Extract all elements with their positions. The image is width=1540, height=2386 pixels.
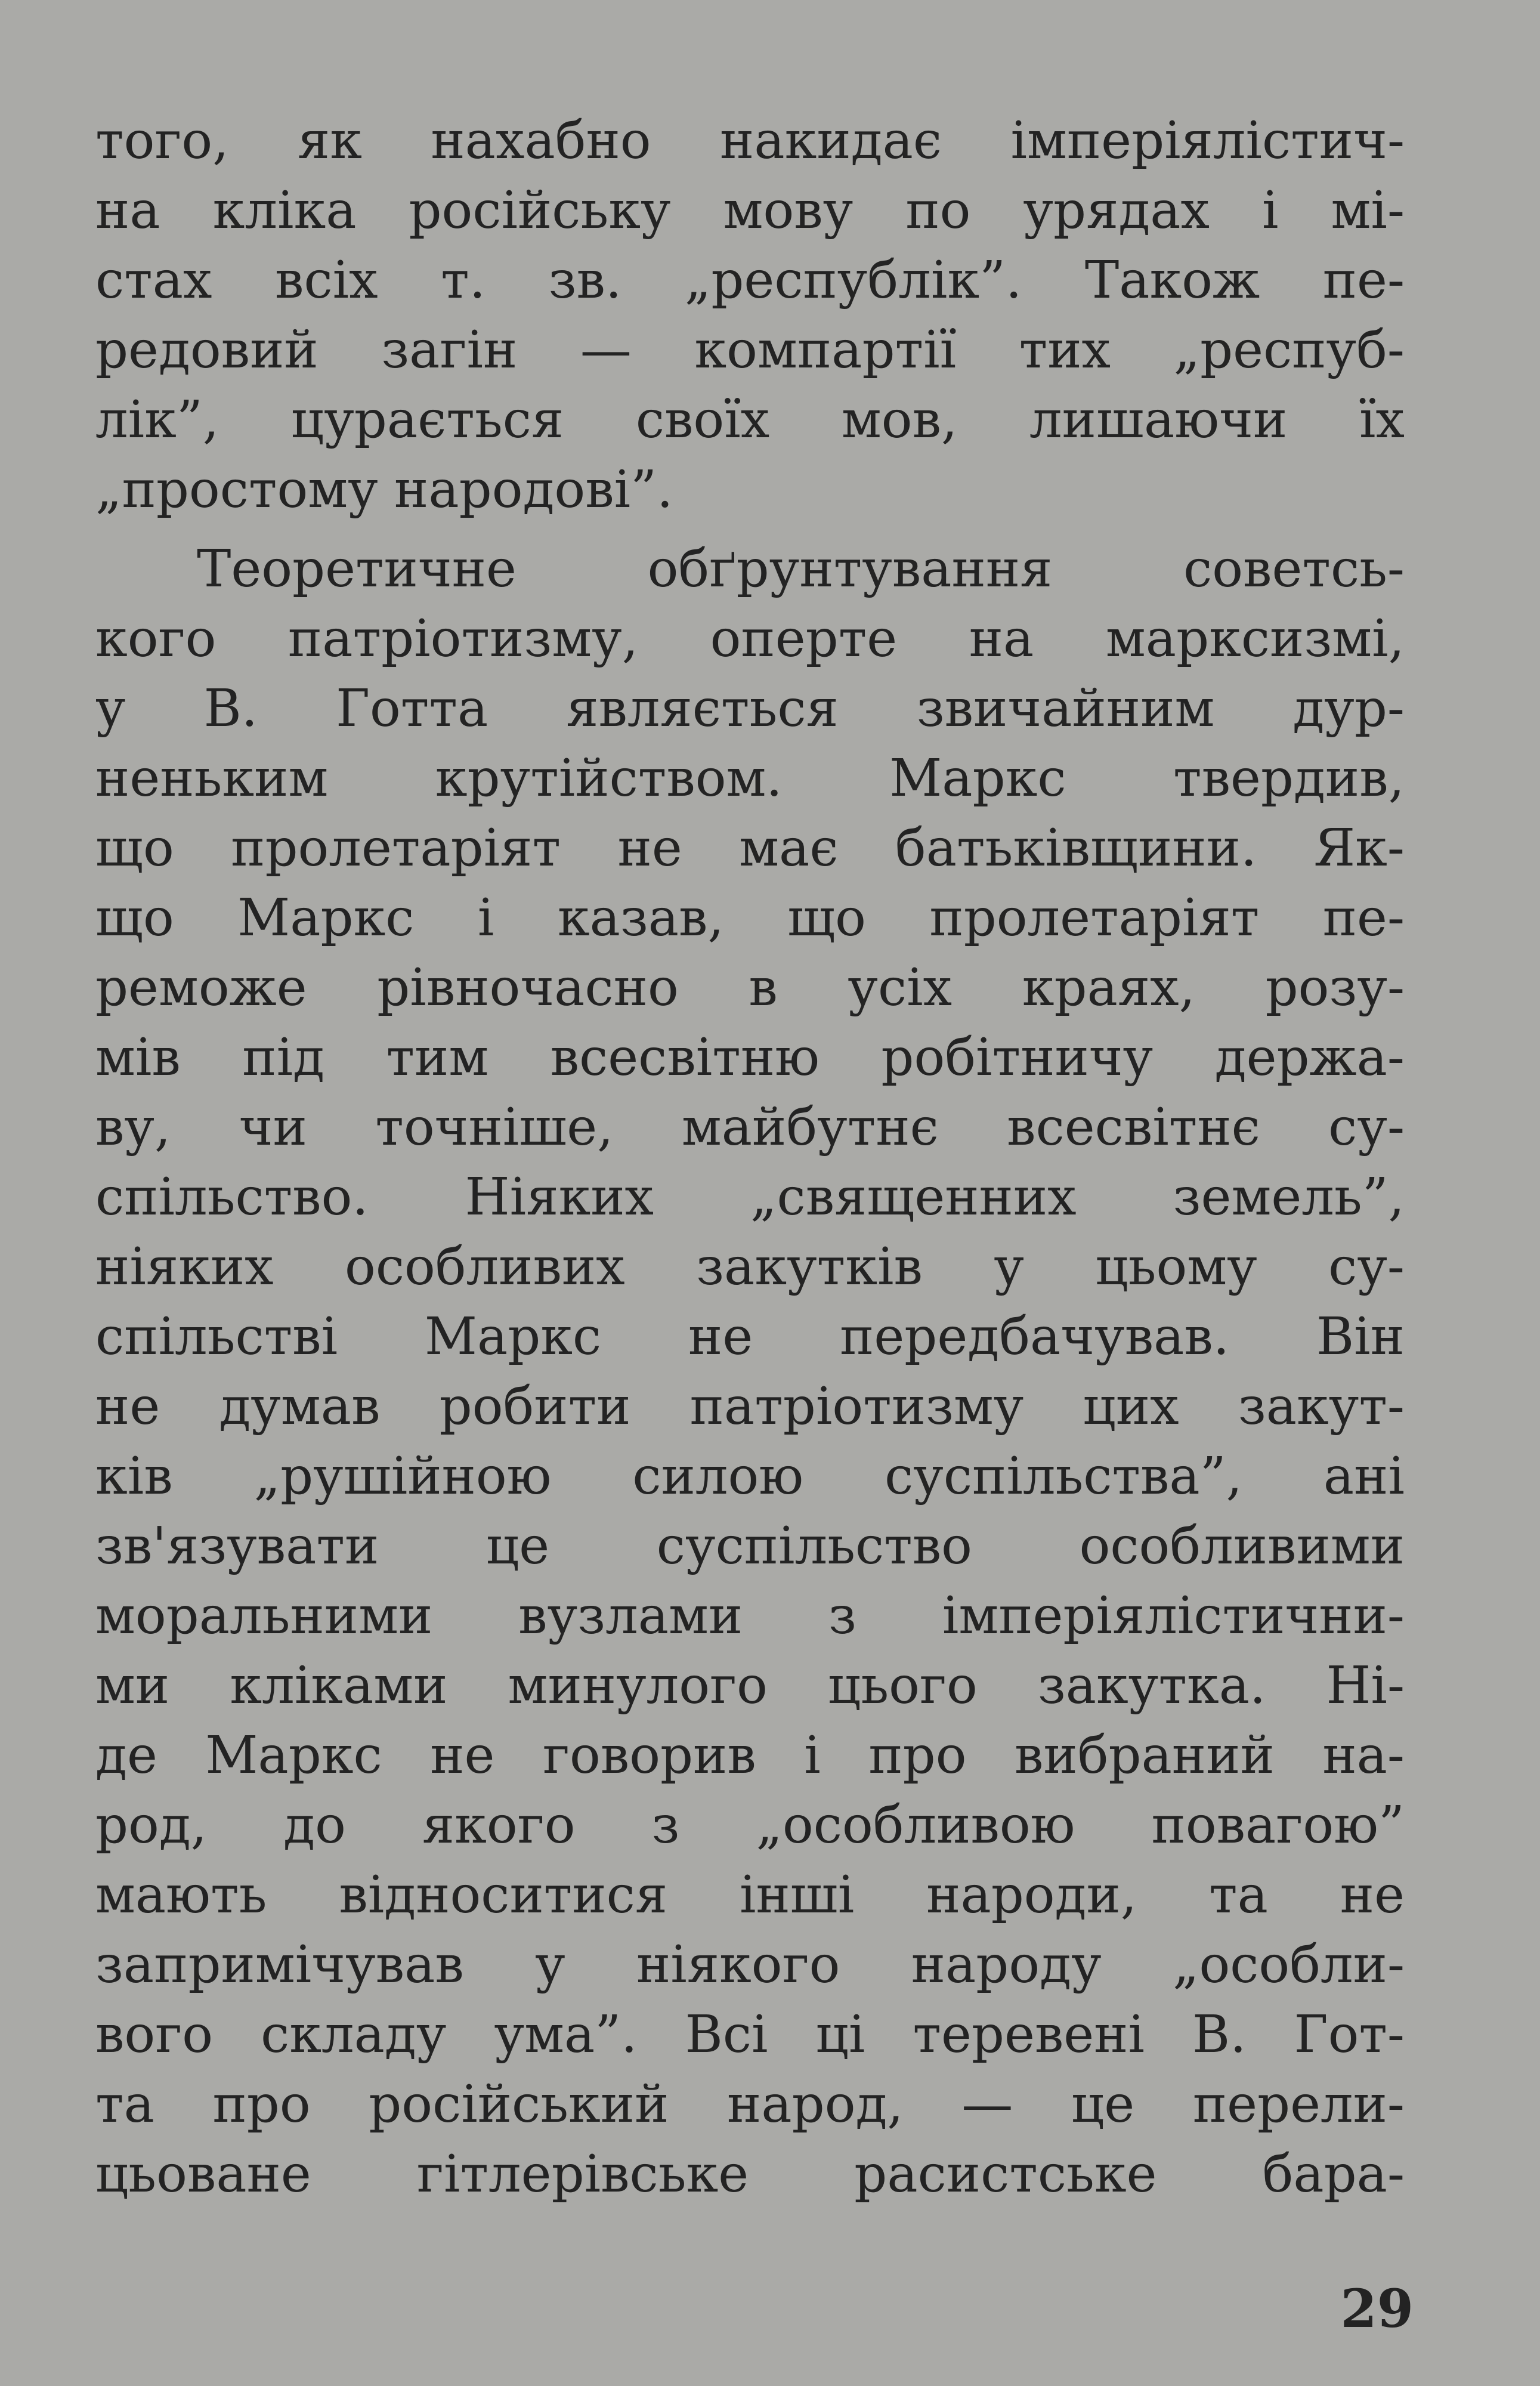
text-line: вого складу ума”. Всі ці теревені В. Гот- — [95, 2005, 1405, 2064]
text-line: спільстві Маркс не передбачував. Він — [95, 1307, 1405, 1367]
text-line: Теоретичне обґрунтування советсь- — [197, 539, 1405, 599]
text-line: лік”, цурається своїх мов, лишаючи їх — [95, 390, 1405, 450]
page-number: 29 — [1340, 2277, 1414, 2339]
text-line: „простому народові”. — [95, 460, 673, 520]
text-line: ми кліками минулого цього закутка. Ні- — [95, 1656, 1405, 1716]
text-line: не думав робити патріотизму цих закут- — [95, 1377, 1405, 1436]
paragraph-gap — [95, 525, 1405, 534]
text-line: у В. Готта являється звичайним дур- — [95, 679, 1405, 738]
text-line: спільство. Ніяких „священних земель”, — [95, 1167, 1405, 1227]
text-line: на кліка російську мову по урядах і мі- — [95, 181, 1405, 240]
text-line: того, як нахабно накидає імперіялістич- — [95, 111, 1405, 171]
text-line: мають відноситися інші народи, та не — [95, 1865, 1405, 1925]
text-line: де Маркс не говорив і про вибраний на- — [95, 1726, 1405, 1785]
text-line: зв'язувати це суспільство особливими — [95, 1516, 1405, 1576]
text-line: ву, чи точніше, майбутнє всесвітнє су- — [95, 1098, 1405, 1157]
text-line: стах всіх т. зв. „республік”. Також пе- — [95, 251, 1405, 310]
text-line: ніяких особливих закутків у цьому су- — [95, 1237, 1405, 1297]
paragraph-1 — [95, 106, 1405, 525]
text-line: ків „рушійною силою суспільства”, ані — [95, 1447, 1405, 1506]
text-line: моральними вузлами з імперіялістични- — [95, 1586, 1405, 1646]
text-line: що Маркс і казав, що пролетаріят пе- — [95, 888, 1405, 948]
text-line: запримічував у ніякого народу „особли- — [95, 1935, 1405, 1995]
text-line: що пролетаріят не має батьківщини. Як- — [95, 818, 1405, 878]
text-line: реможе рівночасно в усіх краях, розу- — [95, 958, 1405, 1018]
text-line: неньким крутійством. Маркс твердив, — [95, 749, 1405, 808]
text-line: род, до якого з „особливою повагою” — [95, 1795, 1405, 1855]
text-line: та про російський народ, — це перели- — [95, 2075, 1405, 2134]
paragraph-2 — [95, 534, 1405, 2209]
text-line: кого патріотизму, оперте на марксизмі, — [95, 609, 1405, 669]
text-line: редовий загін — компартії тих „респуб- — [95, 320, 1405, 380]
text-line: мів під тим всесвітню робітничу держа- — [95, 1028, 1405, 1087]
body-text — [95, 106, 1405, 2209]
text-line: цьоване гітлерівське расистське бара- — [95, 2144, 1405, 2204]
